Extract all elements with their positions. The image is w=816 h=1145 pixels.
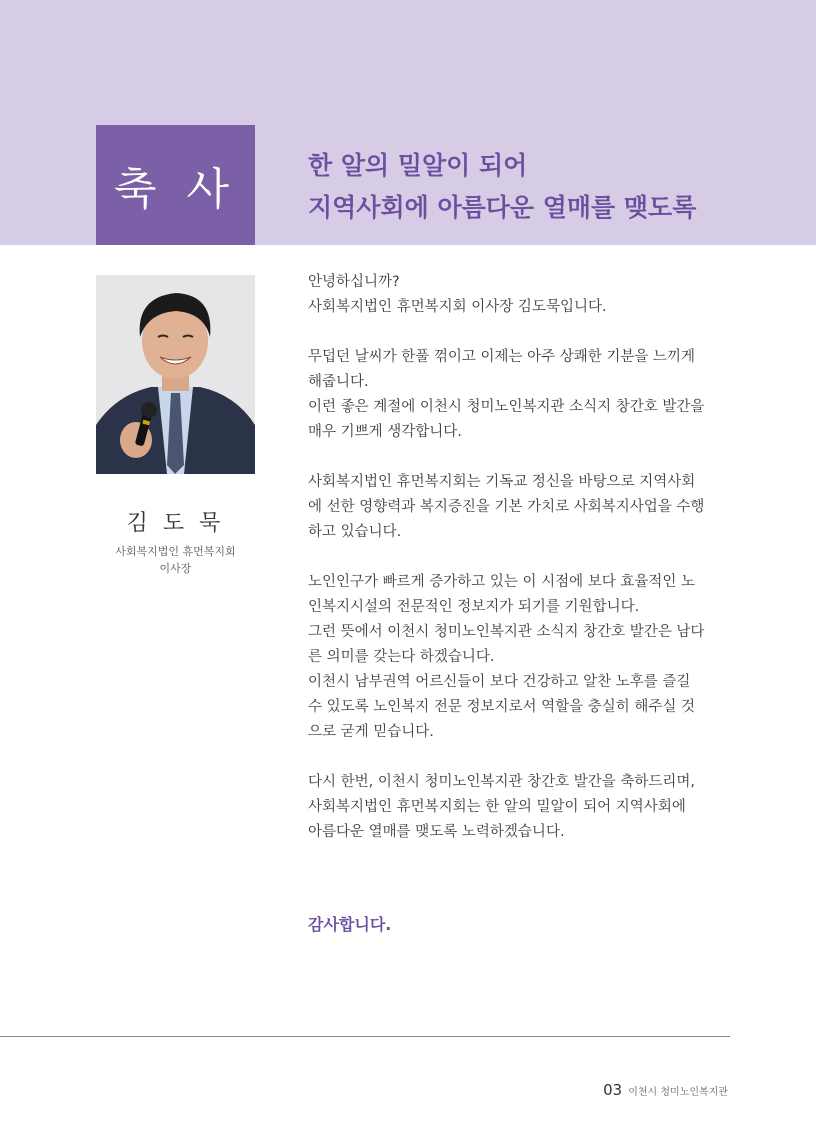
section-title: 축 사 xyxy=(114,164,237,215)
footer xyxy=(603,1081,728,1099)
text-line: 매우 기쁘게 생각합니다. xyxy=(308,424,462,440)
text-line: 무덥던 날씨가 한풀 꺾이고 이제는 아주 상쾌한 기분을 느끼게 xyxy=(308,349,696,365)
text-line: 인복지시설의 전문적인 정보지가 되기를 기원합니다. xyxy=(308,599,640,615)
footer-divider xyxy=(0,1036,730,1037)
text-line: 그런 뜻에서 이천시 청미노인복지관 소식지 창간호 발간은 남다 xyxy=(308,624,705,640)
paragraph xyxy=(308,570,728,745)
text-line: 이천시 남부권역 어르신들이 보다 건강하고 알찬 노후를 즐길 xyxy=(308,674,691,690)
paragraph xyxy=(308,770,728,845)
closing-text: 감사합니다. xyxy=(308,915,392,934)
footer-org-name: 이천시 청미노인복지관 xyxy=(628,1087,728,1098)
person-org: 사회복지법인 휴먼복지회 xyxy=(115,545,236,558)
text-line: 으로 굳게 믿습니다. xyxy=(308,724,434,740)
text-line: 아름다운 열매를 맺도록 노력하겠습니다. xyxy=(308,824,565,840)
text-line: 수 있도록 노인복지 전문 정보지로서 역할을 충실히 해주실 것 xyxy=(308,699,696,715)
text-line: 사회복지법인 휴먼복지회는 기독교 정신을 바탕으로 지역사회 xyxy=(308,474,696,490)
section-title-box xyxy=(96,125,255,245)
portrait-photo xyxy=(96,275,255,474)
headline-line: 지역사회에 아름다운 열매를 맺도록 xyxy=(308,193,697,222)
text-line: 사회복지법인 휴먼복지회 이사장 김도묵입니다. xyxy=(308,299,607,315)
headline-line: 한 알의 밀알이 되어 xyxy=(308,151,528,180)
text-line: 안녕하십니까? xyxy=(308,274,400,290)
text-line: 하고 있습니다. xyxy=(308,524,402,540)
text-line: 에 선한 영향력과 복지증진을 기본 가치로 사회복지사업을 수행 xyxy=(308,499,705,515)
text-line: 노인인구가 빠르게 증가하고 있는 이 시점에 보다 효율적인 노 xyxy=(308,574,696,590)
person-name: 김 도 묵 xyxy=(126,511,225,536)
person-role: 이사장 xyxy=(159,562,192,575)
text-line: 해줍니다. xyxy=(308,374,369,390)
paragraph xyxy=(308,470,728,545)
headline xyxy=(308,145,788,229)
paragraph xyxy=(308,345,728,445)
page-number: 03 xyxy=(603,1081,623,1099)
text-line: 사회복지법인 휴먼복지회는 한 알의 밀알이 되어 지역사회에 xyxy=(308,799,686,815)
text-line: 른 의미를 갖는다 하겠습니다. xyxy=(308,649,495,665)
text-line: 이런 좋은 계절에 이천시 청미노인복지관 소식지 창간호 발간을 xyxy=(308,399,705,415)
paragraph xyxy=(308,270,728,320)
text-line: 다시 한번, 이천시 청미노인복지관 창간호 발간을 축하드리며, xyxy=(308,774,696,790)
letter-body xyxy=(308,270,728,870)
